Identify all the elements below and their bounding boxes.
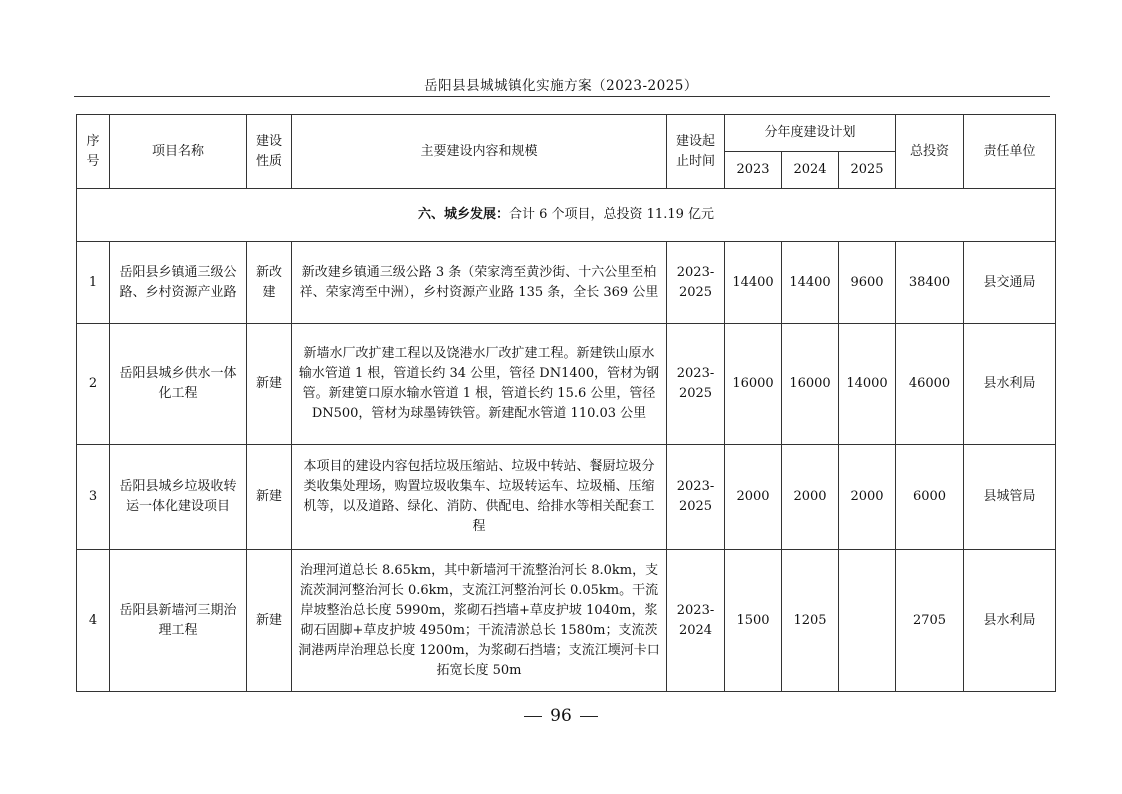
row-unit: 县水利局 [964,324,1056,445]
header-total: 总投资 [896,115,964,189]
row-total: 46000 [896,324,964,445]
row-content: 治理河道总长 8.65km，其中新墙河干流整治河长 8.0km，支流茨洞河整治河长 0.6km，支流江河整治河长 0.05km。干流岸坡整治总长度 5990m，浆砌石挡墙+草皮护坡 1040m，浆砌石固脚+草皮护坡 4950m；干流清淤总长 1580m；支流茨洞港两岸治理总长度 1200m，为浆砌石挡墙；支流江堧河卡口拓宽长度 50m [292,550,667,692]
row-total: 2705 [896,550,964,692]
header-divider [74,96,1050,97]
row-name: 岳阳县新墙河三期治理工程 [110,550,247,692]
header-period: 建设起止时间 [667,115,725,189]
row-total: 6000 [896,445,964,550]
header-year-2023: 2023 [725,152,782,189]
row-y2024: 2000 [782,445,839,550]
row-unit: 县交通局 [964,242,1056,324]
project-plan-table [76,114,1056,692]
row-name: 岳阳县乡镇通三级公路、乡村资源产业路 [110,242,247,324]
header-year-2025: 2025 [839,152,896,189]
row-y2025: 9600 [839,242,896,324]
page-header-title: 岳阳县县城城镇化实施方案（2023-2025） [424,78,698,94]
row-nature: 新改建 [247,242,292,324]
section-summary: 合计 6 个项目，总投资 11.19 亿元 [508,207,715,222]
row-seq: 4 [77,550,110,692]
header-name: 项目名称 [110,115,247,189]
row-y2023: 1500 [725,550,782,692]
row-y2023: 16000 [725,324,782,445]
row-y2024: 1205 [782,550,839,692]
row-y2025 [839,550,896,692]
row-y2024: 14400 [782,242,839,324]
row-y2024: 16000 [782,324,839,445]
row-period: 2023-2025 [667,242,725,324]
header-nature: 建设性质 [247,115,292,189]
header-content: 主要建设内容和规模 [292,115,667,189]
table-row [77,324,1056,445]
row-nature: 新建 [247,550,292,692]
section-heading [77,189,1056,242]
page-number [0,706,1122,726]
row-name: 岳阳县城乡供水一体化工程 [110,324,247,445]
page-number-value: 96 [550,706,572,726]
row-period: 2023-2025 [667,324,725,445]
table-header-row [77,115,1056,152]
row-y2023: 14400 [725,242,782,324]
row-seq: 1 [77,242,110,324]
row-nature: 新建 [247,324,292,445]
section-label: 六、城乡发展： [417,207,509,222]
header-annual-plan: 分年度建设计划 [725,115,896,152]
row-y2025: 2000 [839,445,896,550]
row-y2025: 14000 [839,324,896,445]
row-unit: 县水利局 [964,550,1056,692]
table-row [77,550,1056,692]
row-total: 38400 [896,242,964,324]
row-content: 本项目的建设内容包括垃圾压缩站、垃圾中转站、餐厨垃圾分类收集处理场，购置垃圾收集车、垃圾转运车、垃圾桶、压缩机等，以及道路、绿化、消防、供配电、给排水等相关配套工程 [292,445,667,550]
header-unit: 责任单位 [964,115,1056,189]
row-period: 2023-2025 [667,445,725,550]
table-row [77,242,1056,324]
row-y2023: 2000 [725,445,782,550]
row-period: 2023-2024 [667,550,725,692]
header-seq: 序号 [77,115,110,189]
row-name: 岳阳县城乡垃圾收转运一体化建设项目 [110,445,247,550]
page-number-dash-left [524,716,542,717]
row-unit: 县城管局 [964,445,1056,550]
row-content: 新改建乡镇通三级公路 3 条（荣家湾至黄沙街、十六公里至柏祥、荣家湾至中洲），乡村资源产业路 135 条，全长 369 公里 [292,242,667,324]
table-row [77,445,1056,550]
row-content: 新墙水厂改扩建工程以及饶港水厂改扩建工程。新建铁山原水输水管道 1 根，管道长约 34 公里，管径 DN1400，管材为钢管。新建筻口原水输水管道 1 根，管道长约 15.6 公里，管径 DN500，管材为球墨铸铁管。新建配水管道 110.03 公里 [292,324,667,445]
header-year-2024: 2024 [782,152,839,189]
row-nature: 新建 [247,445,292,550]
row-seq: 2 [77,324,110,445]
section-row [77,189,1056,242]
row-seq: 3 [77,445,110,550]
page-number-dash-right [580,716,598,717]
